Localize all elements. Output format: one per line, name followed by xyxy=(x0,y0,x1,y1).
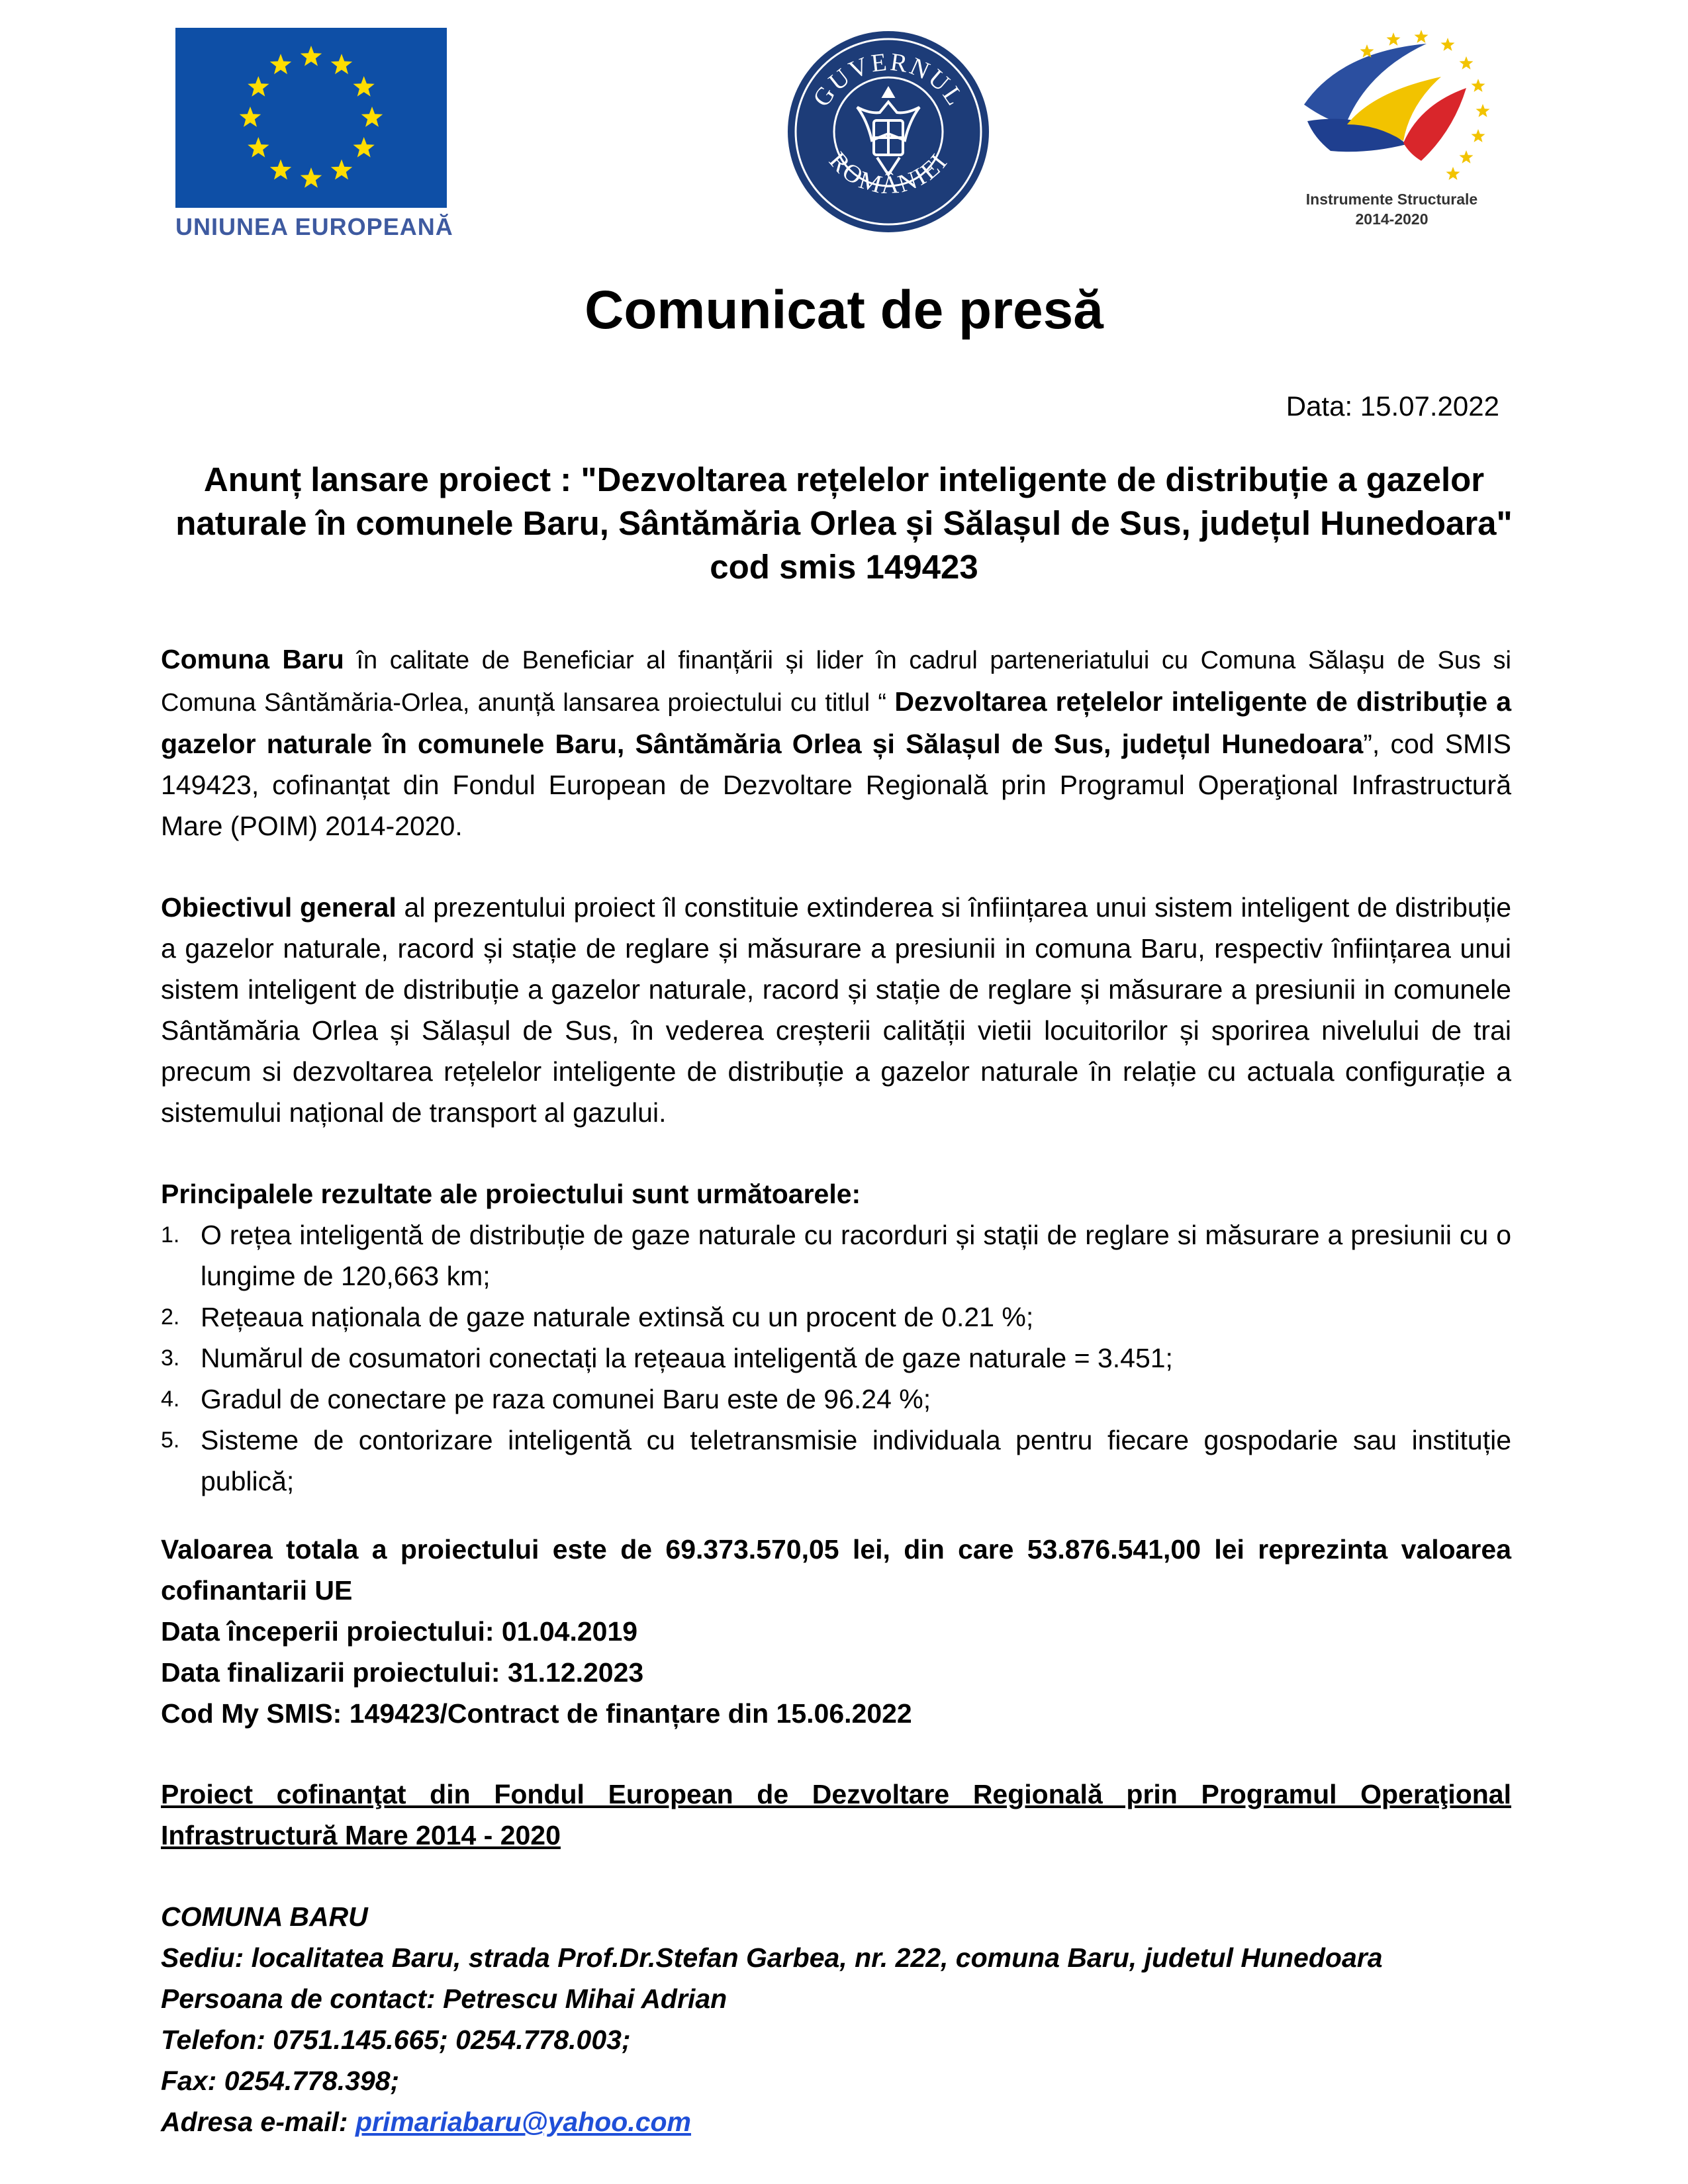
list-number: 2. xyxy=(161,1304,180,1330)
list-item xyxy=(161,1338,1511,1379)
intro-paragraph xyxy=(161,639,1511,846)
eu-star-icon xyxy=(301,46,322,66)
structural-instruments-icon xyxy=(1268,25,1516,187)
results-list xyxy=(161,1214,1511,1502)
contact-address: Sediu: localitatea Baru, strada Prof.Dr.Stefan Garbea, nr. 222, comuna Baru, judetul Hunedoara xyxy=(161,1942,1383,1973)
structural-star-icon xyxy=(1472,129,1485,142)
end-date: Data finalizarii proiectului: 31.12.2023 xyxy=(161,1657,644,1688)
intro-text-1: în calitate de Beneficiar al finanțării și lider în cadrul parteneriatului cu Comuna Sălașu de Sus si Comuna Sântămăria-Orlea, anunță lansarea proiectului cu titlul “ xyxy=(161,647,1511,717)
list-item xyxy=(161,1420,1511,1502)
results-heading: Principalele rezultate ale proiectului sunt următoarele: xyxy=(161,1179,861,1209)
eu-star-icon xyxy=(301,167,322,188)
list-number: 5. xyxy=(161,1428,180,1453)
smis-code: Cod My SMIS: 149423/Contract de finanțare din 15.06.2022 xyxy=(161,1698,912,1729)
structural-instruments-logo xyxy=(1268,25,1516,237)
eu-star-icon xyxy=(353,76,375,97)
structural-instruments-line2: 2014-2020 xyxy=(1355,210,1429,228)
eu-logo xyxy=(175,28,453,246)
objective-paragraph xyxy=(161,887,1511,1133)
contact-person: Persoana de contact: Petrescu Mihai Adrian xyxy=(161,1983,727,2014)
structural-star-icon xyxy=(1387,32,1401,46)
contact-email-link[interactable]: primariabaru@yahoo.com xyxy=(355,2107,692,2137)
structural-star-icon xyxy=(1441,38,1455,51)
eu-star-icon xyxy=(361,107,383,127)
total-value: Valoarea totala a proiectului este de 69.373.570,05 lei, din care 53.876.541,00 lei reprezinta valoarea cofinantarii UE xyxy=(161,1534,1511,1606)
contact-name: COMUNA BARU xyxy=(161,1901,368,1932)
page-title: Comunicat de presă xyxy=(585,280,1103,340)
list-number: 1. xyxy=(161,1222,180,1248)
structural-instruments-line1: Instrumente Structurale xyxy=(1305,191,1478,208)
release-date: Data: 15.07.2022 xyxy=(1286,390,1499,422)
eu-star-icon xyxy=(240,107,261,127)
funding-note: Proiect cofinanţat din Fondul European de Dezvoltare Regională prin Programul Operaţional Infrastructură Mare 2014 - 2020 xyxy=(161,1779,1511,1850)
eu-star-icon xyxy=(270,54,291,74)
eu-star-icon xyxy=(270,159,291,180)
list-item xyxy=(161,1297,1511,1338)
structural-star-icon xyxy=(1415,30,1429,43)
contact-email-line xyxy=(161,2101,1511,2142)
eu-star-icon xyxy=(248,137,269,158)
objective-bold: Obiectivul general xyxy=(161,892,397,923)
intro-text-2: ”, cod SMIS 149423, cofinanțat din Fondul European de Dezvoltare Regională prin Programul Operaţional Infrastructură Mare (POIM) 2014-2020. xyxy=(161,729,1511,841)
list-text: Rețeaua naționala de gaze naturale extinsă cu un procent de 0.21 %; xyxy=(201,1302,1034,1332)
eu-star-icon xyxy=(331,54,352,74)
eu-stars-icon xyxy=(175,28,447,208)
eu-star-icon xyxy=(331,159,352,180)
eu-logo-text: UNIUNEA EUROPEANĂ xyxy=(175,213,453,240)
eu-flag xyxy=(175,28,447,208)
contact-fax: Fax: 0254.778.398; xyxy=(161,2066,400,2096)
contact-block xyxy=(161,1896,1511,2142)
structural-star-icon xyxy=(1460,56,1474,69)
list-text: Sisteme de contorizare inteligentă cu teletransmisie individuala pentru fiecare gospodarie sau instituție publică; xyxy=(201,1425,1511,1496)
start-date: Data începerii proiectului: 01.04.2019 xyxy=(161,1616,638,1647)
contact-phone: Telefon: 0751.145.665; 0254.778.003; xyxy=(161,2025,631,2055)
romanian-government-logo xyxy=(784,28,993,236)
list-item xyxy=(161,1379,1511,1420)
objective-text: al prezentului proiect îl constituie extinderea si înființarea unui sistem inteligent de distribuție a gazelor naturale, racord și stație de reglare și măsurare a presiunii in comuna Baru, respectiv înființarea unui sistem inteligent de distribuție a gazelor naturale, racord și stație de reglare și măsurare a presiunii in comunele Sântămăria Orlea și Sălașul de Sus, în vederea creșterii calității vietii locuitorilor și sporirea nivelului de trai precum si dezvoltarea rețelelor inteligente de distribuție a gazelor naturale în relație cu actuala configurație a sistemului național de transport al gazului. xyxy=(161,892,1512,1128)
intro-bold-1: Comuna Baru xyxy=(161,644,344,674)
gov-text-top: GUVERNUL xyxy=(808,48,970,112)
intro-bold-2: Dezvoltarea rețelelor inteligente de distribuție a gazelor naturale în comunele Baru, Sântămăria Orlea și Sălașul de Sus, județul Hunedoara xyxy=(161,686,1511,759)
list-number: 4. xyxy=(161,1387,180,1412)
structural-star-icon xyxy=(1446,167,1460,180)
list-number: 3. xyxy=(161,1345,180,1371)
eu-star-icon xyxy=(248,76,269,97)
project-subtitle: Anunț lansare proiect : "Dezvoltarea rețelelor inteligente de distribuție a gazelor naturale în comunele Baru, Sântămăria Orlea și Sălașul de Sus, județul Hunedoara" cod smis 149423 xyxy=(175,461,1513,586)
gov-text-bottom: ROMÂNIEI xyxy=(823,146,954,200)
project-values xyxy=(161,1529,1511,1734)
list-text: Gradul de conectare pe raza comunei Baru este de 96.24 %; xyxy=(201,1384,931,1414)
structural-star-icon xyxy=(1460,150,1474,163)
structural-star-icon xyxy=(1472,79,1485,92)
eu-star-icon xyxy=(353,137,375,158)
structural-star-icon xyxy=(1476,104,1490,117)
list-text: Numărul de cosumatori conectați la rețeaua inteligentă de gaze naturale = 3.451; xyxy=(201,1343,1173,1373)
contact-email-label: Adresa e-mail: xyxy=(161,2107,355,2137)
list-item xyxy=(161,1214,1511,1297)
list-text: O rețea inteligentă de distribuție de gaze naturale cu racorduri și stații de reglare si măsurare a presiunii cu o lungime de 120,663 km; xyxy=(201,1220,1511,1291)
